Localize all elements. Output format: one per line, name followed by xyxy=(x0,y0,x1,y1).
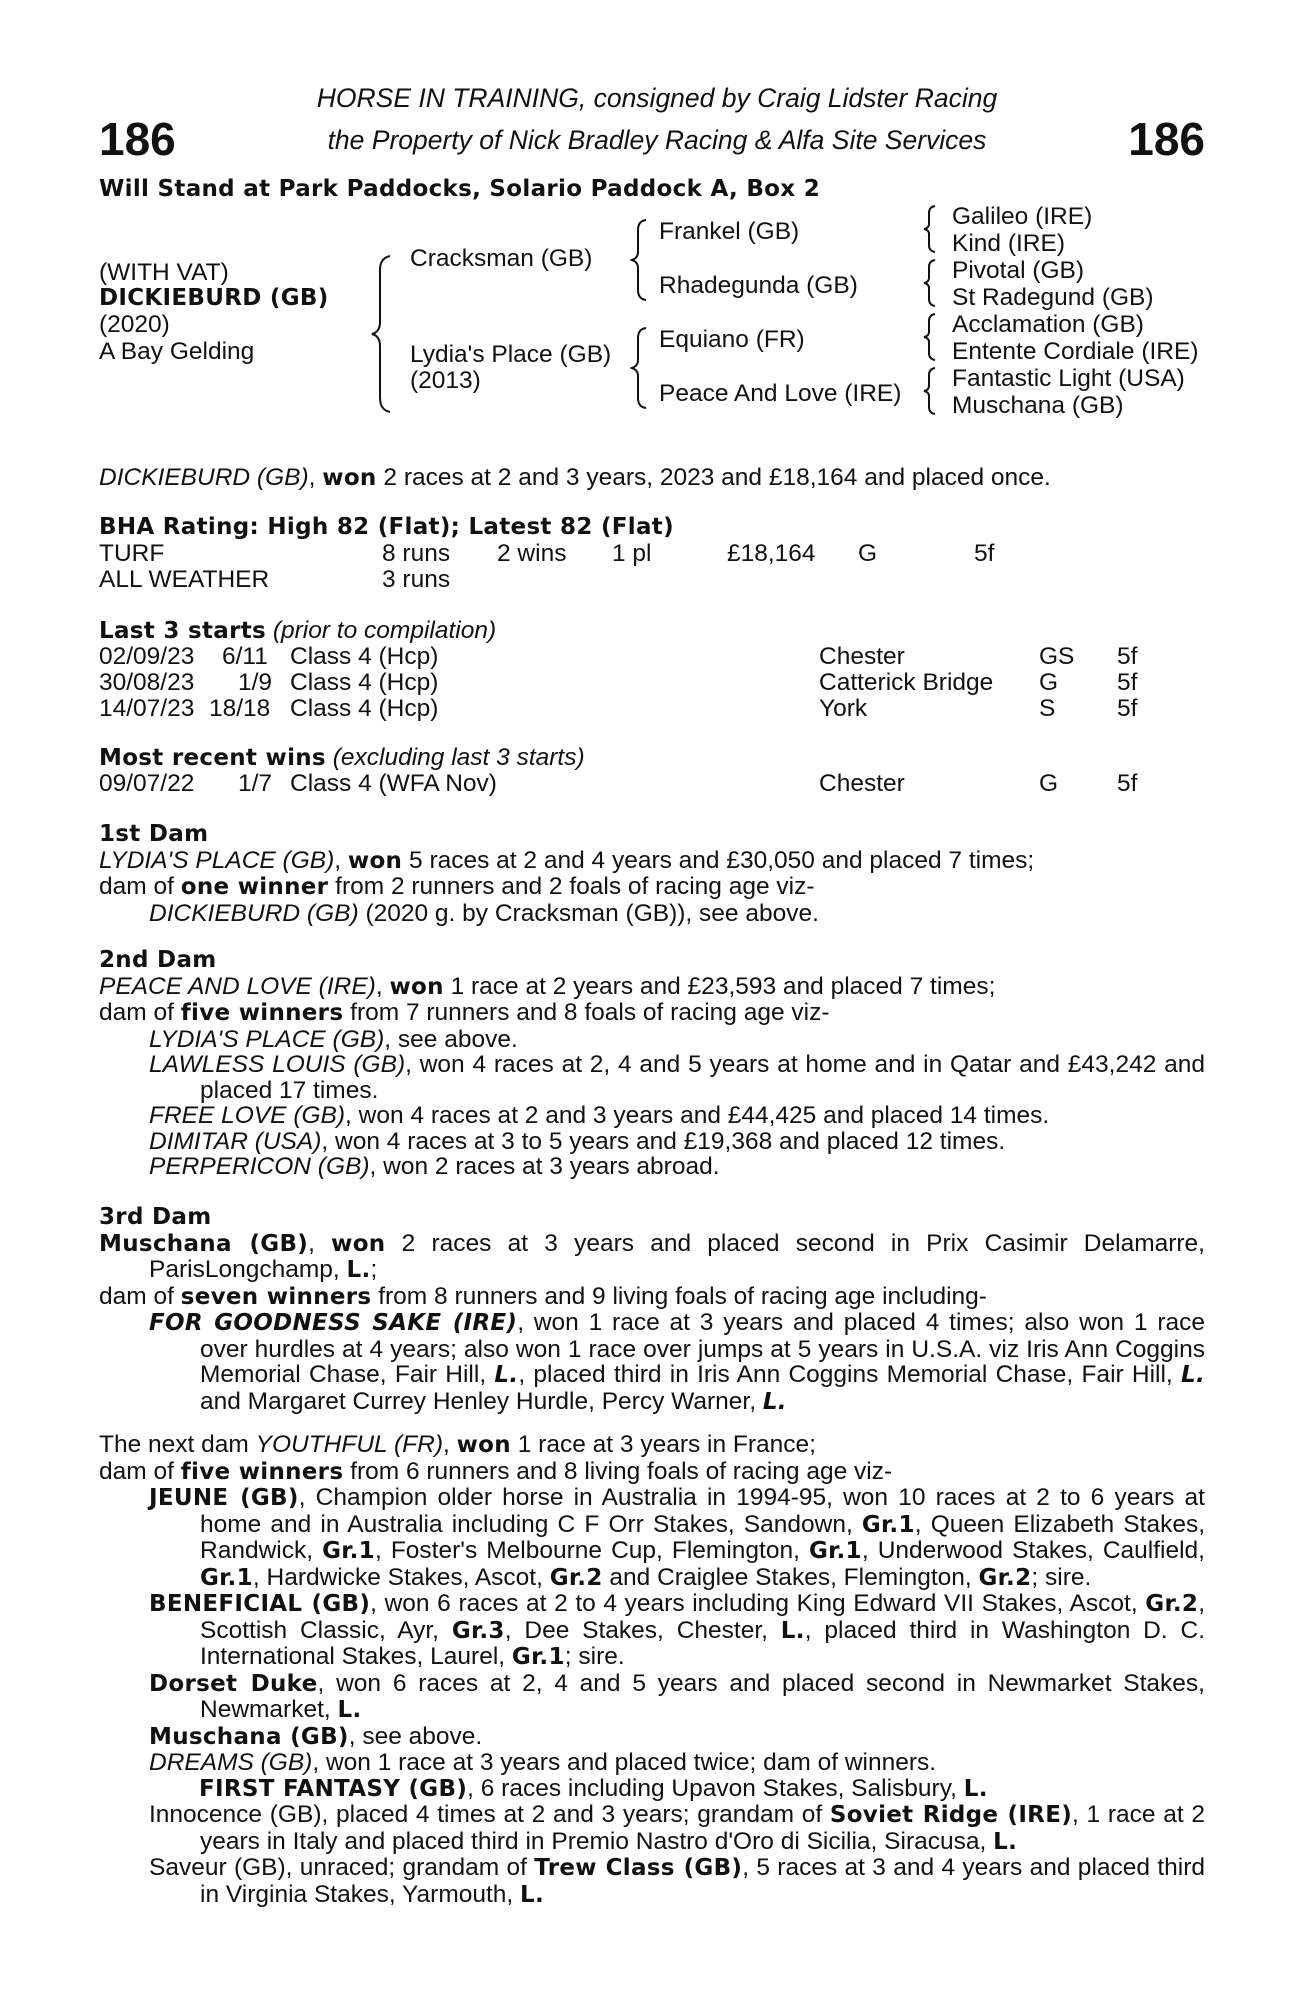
pedigree-brace-g3 xyxy=(922,312,938,362)
foal-entry xyxy=(99,1129,1205,1155)
last-starts-title: Last 3 starts xyxy=(99,618,267,644)
won-label: won xyxy=(331,1230,386,1257)
won-label: won xyxy=(456,1432,511,1458)
start-course: Chester xyxy=(819,643,905,670)
start-position: 1/9 xyxy=(238,669,273,696)
next-dam-produce xyxy=(99,1459,1205,1486)
listed-label: L. xyxy=(993,1828,1018,1855)
next-dam-record xyxy=(99,1432,1205,1459)
pedigree-gen4-5: Acclamation (GB) xyxy=(952,311,1144,338)
recent-wins-title: Most recent wins xyxy=(99,745,326,771)
start-class: Class 4 (Hcp) xyxy=(290,695,439,722)
foal-text: , won 2 races at 3 years abroad. xyxy=(369,1153,720,1180)
summary-won: won xyxy=(322,465,377,491)
sep: , xyxy=(375,972,390,1000)
start-going: S xyxy=(1039,695,1056,722)
dam-name: Muschana (GB) xyxy=(99,1230,309,1257)
pedigree-brace-g2 xyxy=(922,258,938,308)
foal-name: FREE LOVE (GB) xyxy=(149,1102,346,1129)
foal-name: LAWLESS LOUIS (GB) xyxy=(149,1051,406,1078)
pedigree-dam: Lydia's Place (GB) xyxy=(410,341,612,368)
grade-label: Gr.1 xyxy=(200,1564,253,1591)
foal-text: ; sire. xyxy=(1031,1563,1092,1591)
first-dam-record xyxy=(99,848,1205,875)
pedigree-brace-dam xyxy=(630,326,650,410)
second-dam-heading: 2nd Dam xyxy=(99,947,217,973)
foal-text: , see above. xyxy=(348,1722,483,1750)
foal-text: , won 4 races at 2 and 3 years and £44,425 and placed 14 times. xyxy=(345,1102,1050,1129)
foal-name: Muschana (GB) xyxy=(149,1723,349,1750)
foal-name: DICKIEBURD (GB) xyxy=(149,899,359,927)
won-label: won xyxy=(347,847,403,874)
listed-label: L. xyxy=(1181,1362,1205,1388)
start-distance: 5f xyxy=(1117,669,1138,696)
grade-label: Gr.3 xyxy=(451,1617,505,1644)
last-starts-note: (prior to compilation) xyxy=(266,617,497,644)
consignor-line: HORSE IN TRAINING, consigned by Craig Lidster Racing xyxy=(316,83,998,113)
foal-name: FIRST FANTASY (GB) xyxy=(199,1775,468,1802)
recent-wins-heading xyxy=(99,745,585,772)
foal-text: , Champion older horse in Australia in 1994-95, won 10 races at 2 to 6 years at home and in Australia including C F Orr Stakes, Sandown, xyxy=(200,1484,1205,1538)
race-summary: DICKIEBURD (GB), won 2 races at 2 and 3 years, 2023 and £18,164 and placed once. xyxy=(99,464,1051,491)
pedigree-brace-sire xyxy=(630,218,650,302)
foal-text: and Craiglee Stakes, Flemington, xyxy=(602,1563,979,1591)
listed-label: L. xyxy=(963,1775,988,1802)
grade-label: Gr.2 xyxy=(1145,1591,1199,1617)
foal-text: , won 1 race at 3 years and placed twice; dam of winners. xyxy=(312,1749,937,1776)
winners-count: five winners xyxy=(180,1000,344,1026)
bha-rating-title: BHA Rating: High 82 (Flat); Latest 82 (Flat) xyxy=(99,514,674,540)
listed-label: L. xyxy=(337,1697,362,1723)
pedigree-brace-g1 xyxy=(922,204,938,254)
foal-text: , Underwood Stakes, Caulfield, xyxy=(861,1537,1205,1564)
horse-name: DICKIEBURD (GB) xyxy=(99,285,329,311)
foal-text: , see above. xyxy=(384,1025,518,1053)
sep: , xyxy=(442,1431,457,1458)
grandfoal-name: Trew Class (GB) xyxy=(534,1855,743,1881)
pedigree-dam-year: (2013) xyxy=(410,367,481,394)
start-distance: 5f xyxy=(1117,695,1138,722)
pedigree-gen4-6: Entente Cordiale (IRE) xyxy=(952,338,1199,365)
foal-entry xyxy=(99,1485,1205,1591)
win-date: 09/07/22 xyxy=(99,770,195,797)
foal-text: , Scottish Classic, Ayr, xyxy=(200,1590,1205,1644)
first-dam-section xyxy=(99,822,1205,926)
start-going: G xyxy=(1039,669,1059,696)
pedigree-sire: Cracksman (GB) xyxy=(410,245,593,272)
start-date: 02/09/23 xyxy=(99,643,195,670)
pedigree-brace-g4 xyxy=(922,366,938,416)
second-dam-record xyxy=(99,974,1205,1001)
start-going: GS xyxy=(1039,643,1075,670)
foal-text: , placed third in Washington D. C. International Stakes, Laurel, xyxy=(200,1616,1205,1670)
winners-count: one winner xyxy=(180,874,329,900)
owner-line: the Property of Nick Bradley Racing & Alfa Site Services xyxy=(327,125,987,155)
pedigree-gen3-2: Rhadegunda (GB) xyxy=(659,272,858,299)
foal-entry xyxy=(99,1802,1205,1855)
text: from 6 runners and 8 living foals of racing age viz- xyxy=(343,1457,893,1485)
pedigree-gen4-2: Kind (IRE) xyxy=(952,230,1066,257)
record-text: 5 races at 2 and 4 years and £30,050 and placed 7 times; xyxy=(402,846,1035,874)
foal-entry xyxy=(99,1724,1205,1751)
rating-distance: 5f xyxy=(974,540,995,567)
second-dam-section xyxy=(99,948,1205,1180)
rating-wins: 2 wins xyxy=(497,540,567,567)
last-starts-heading xyxy=(99,618,496,645)
won-label: won xyxy=(389,973,444,1000)
foal-text: Innocence (GB), placed 4 times at 2 and 3 years; grandam of xyxy=(149,1801,830,1828)
foal-text: Saveur (GB), unraced; grandam of xyxy=(149,1854,535,1881)
sep: , xyxy=(308,1229,332,1257)
grade-label: Gr.2 xyxy=(549,1564,603,1591)
stand-location: Will Stand at Park Paddocks, Solario Paddock A, Box 2 xyxy=(99,176,821,202)
first-dam-produce xyxy=(99,874,1205,901)
foal-entry xyxy=(99,1052,1205,1103)
pedigree-gen4-3: Pivotal (GB) xyxy=(952,257,1085,284)
grade-label: Gr.1 xyxy=(511,1644,565,1670)
listed-label: L. xyxy=(762,1388,787,1415)
third-dam-record xyxy=(99,1231,1205,1284)
first-dam-foal xyxy=(99,901,1205,927)
foal-text: , won 1 race at 3 years and placed 4 times; also won 1 race over hurdles at 4 years; also won 1 race over jumps at 5 years in U.S.A. viz Iris Ann Coggins Memorial Chase, Fair Hill, xyxy=(200,1309,1205,1388)
text: dam of xyxy=(99,999,181,1026)
listed-label: L. xyxy=(780,1617,805,1644)
text: from 2 runners and 2 foals of racing age viz- xyxy=(328,873,815,900)
sep: , xyxy=(334,846,348,874)
text: ; xyxy=(370,1256,378,1283)
horse-year: (2020) xyxy=(99,311,170,338)
foal-name: PERPERICON (GB) xyxy=(149,1153,370,1180)
grandfoal-name: Soviet Ridge (IRE) xyxy=(829,1802,1073,1828)
start-date: 30/08/23 xyxy=(99,669,195,696)
start-distance: 5f xyxy=(1117,643,1138,670)
vat-note: (WITH VAT) xyxy=(99,259,229,286)
foal-name: FOR GOODNESS SAKE (IRE) xyxy=(149,1310,518,1336)
win-position: 1/7 xyxy=(238,770,273,797)
rating-runs: 3 runs xyxy=(382,566,451,593)
text: dam of xyxy=(99,1457,181,1485)
third-dam-heading: 3rd Dam xyxy=(99,1204,212,1230)
second-dam-produce xyxy=(99,1000,1205,1027)
text: from 7 runners and 8 foals of racing age viz- xyxy=(343,999,830,1026)
foal-name: BENEFICIAL (GB) xyxy=(149,1591,371,1617)
foal-text: , Queen Elizabeth Stakes, Randwick, xyxy=(200,1510,1206,1564)
foal-name: LYDIA'S PLACE (GB) xyxy=(149,1025,385,1053)
rating-going: G xyxy=(858,540,878,567)
text: dam of xyxy=(99,873,181,900)
foal-name: Dorset Duke xyxy=(149,1670,318,1697)
winners-count: five winners xyxy=(180,1458,344,1485)
dam-name: PEACE AND LOVE (IRE) xyxy=(99,972,376,1000)
listed-label: L. xyxy=(520,1881,545,1908)
foal-text: and Margaret Currey Henley Hurdle, Percy Warner, xyxy=(200,1387,763,1415)
rating-surface: ALL WEATHER xyxy=(99,566,270,593)
foal-text: , Foster's Melbourne Cup, Flemington, xyxy=(374,1537,809,1564)
foal-text: ; sire. xyxy=(564,1643,625,1670)
pedigree-brace-main xyxy=(370,254,394,414)
pedigree-gen3-4: Peace And Love (IRE) xyxy=(659,380,902,407)
foal-entry xyxy=(99,1855,1205,1908)
third-dam-produce xyxy=(99,1284,1205,1311)
summary-text: 2 races at 2 and 3 years, 2023 and £18,164 and placed once. xyxy=(376,464,1051,491)
start-date: 14/07/23 xyxy=(99,695,195,722)
start-class: Class 4 (Hcp) xyxy=(290,643,439,670)
win-course: Chester xyxy=(819,770,905,797)
pedigree-gen4-4: St Radegund (GB) xyxy=(952,284,1154,311)
foal-name: DREAMS (GB) xyxy=(149,1749,313,1776)
next-dam-section xyxy=(99,1432,1205,1908)
foal-entry xyxy=(99,1103,1205,1129)
horse-description: A Bay Gelding xyxy=(99,338,255,365)
foal-text: , placed third in Iris Ann Coggins Memorial Chase, Fair Hill, xyxy=(518,1361,1181,1388)
foal-text: (2020 g. by Cracksman (GB)), see above. xyxy=(358,899,819,927)
recent-wins-note: (excluding last 3 starts) xyxy=(325,744,585,771)
foal-text: , won 4 races at 2, 4 and 5 years at home and in Qatar and £43,242 and placed 17 times. xyxy=(200,1051,1205,1104)
foal-entry xyxy=(99,1027,1205,1053)
foal-text: , won 4 races at 3 to 5 years and £19,368 and placed 12 times. xyxy=(321,1127,1006,1155)
win-class: Class 4 (WFA Nov) xyxy=(290,770,497,797)
text: The next dam xyxy=(99,1431,256,1458)
grade-label: Gr.2 xyxy=(978,1564,1032,1591)
win-distance: 5f xyxy=(1117,770,1138,797)
foal-text: , 1 race at 2 years in Italy and placed third in Premio Nastro d'Oro di Sicilia, Siracusa, xyxy=(200,1801,1206,1855)
pedigree-gen4-7: Fantastic Light (USA) xyxy=(952,365,1185,392)
pedigree-gen4-1: Galileo (IRE) xyxy=(952,203,1093,230)
record-text: 1 race at 2 years and £23,593 and placed 7 times; xyxy=(443,972,996,1000)
start-position: 6/11 xyxy=(222,643,268,670)
foal-name: DIMITAR (USA) xyxy=(149,1127,322,1155)
foal-text: , Hardwicke Stakes, Ascot, xyxy=(252,1563,550,1591)
lot-number-left: 186 xyxy=(99,113,176,165)
grade-label: Gr.1 xyxy=(808,1538,862,1564)
pedigree-gen3-3: Equiano (FR) xyxy=(659,326,805,353)
foal-text: , 5 races at 3 and 4 years and placed third in Virginia Stakes, Yarmouth, xyxy=(200,1854,1205,1908)
grade-label: Gr.1 xyxy=(322,1538,375,1564)
record-text: 2 races at 3 years and placed second in Prix Casimir Delamarre, ParisLongchamp, xyxy=(149,1229,1205,1283)
pedigree-gen3-1: Frankel (GB) xyxy=(659,218,800,245)
start-position: 18/18 xyxy=(209,695,271,722)
first-dam-heading: 1st Dam xyxy=(99,821,209,847)
start-course: York xyxy=(819,695,868,722)
lot-number-right: 186 xyxy=(1128,113,1205,165)
rating-prize: £18,164 xyxy=(727,540,816,567)
record-text: 1 race at 3 years in France; xyxy=(510,1431,816,1458)
listed-label: L. xyxy=(494,1362,519,1388)
text: dam of xyxy=(99,1282,181,1310)
winners-count: seven winners xyxy=(180,1283,372,1310)
start-class: Class 4 (Hcp) xyxy=(290,669,439,696)
start-course: Catterick Bridge xyxy=(819,669,994,696)
foal-text: , won 6 races at 2, 4 and 5 years and placed second in Newmarket Stakes, Newmarket, xyxy=(200,1669,1205,1723)
rating-runs: 8 runs xyxy=(382,540,451,567)
foal-entry xyxy=(99,1154,1205,1180)
dam-name: LYDIA'S PLACE (GB) xyxy=(99,846,335,874)
foal-text: , 6 races including Upavon Stakes, Salisbury, xyxy=(467,1774,964,1802)
rating-surface: TURF xyxy=(99,540,165,567)
foal-text: , won 6 races at 2 to 4 years including King Edward VII Stakes, Ascot, xyxy=(370,1590,1146,1617)
rating-placed: 1 pl xyxy=(612,540,652,567)
third-dam-section xyxy=(99,1205,1205,1415)
summary-horse-name: DICKIEBURD (GB) xyxy=(99,464,309,491)
grand-foal-entry xyxy=(99,1776,1205,1803)
pedigree-gen4-8: Muschana (GB) xyxy=(952,392,1124,419)
foal-entry xyxy=(99,1310,1205,1415)
text: from 8 runners and 9 living foals of racing age including- xyxy=(371,1282,987,1310)
foal-name: JEUNE (GB) xyxy=(149,1485,299,1511)
foal-text: , Dee Stakes, Chester, xyxy=(504,1616,781,1644)
grade-label: Gr.1 xyxy=(861,1511,915,1538)
listed-label: L. xyxy=(346,1257,371,1283)
foal-entry xyxy=(99,1671,1205,1724)
dam-name: YOUTHFUL (FR) xyxy=(255,1431,443,1458)
foal-entry xyxy=(99,1750,1205,1776)
win-going: G xyxy=(1039,770,1059,797)
foal-entry xyxy=(99,1591,1205,1671)
